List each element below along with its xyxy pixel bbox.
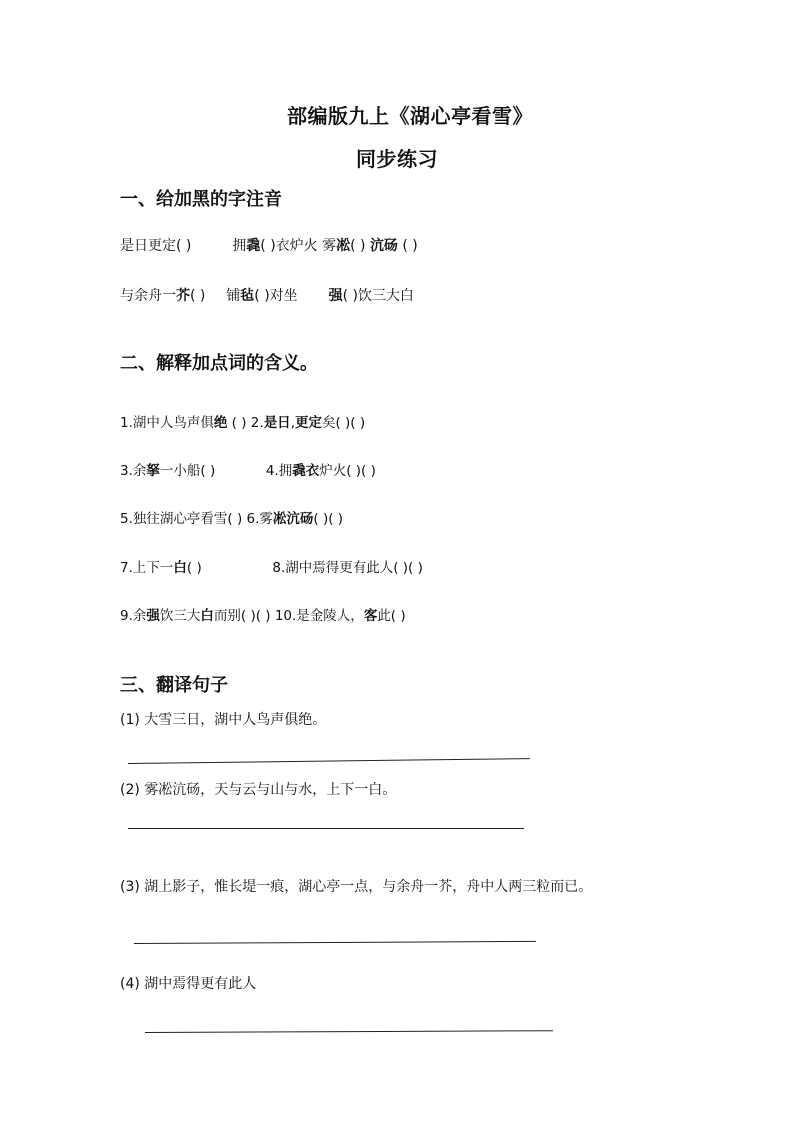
text-seg: 炉火( )( ): [319, 463, 376, 479]
bold-char: 拏: [146, 463, 160, 479]
sentence-2: (2) 雾凇沆砀，天与云与山与水，上下一白。: [120, 782, 397, 798]
answer-blank: ( )衣炉火: [260, 238, 323, 254]
text-seg: ( ) 2.: [227, 415, 264, 431]
bold-char: 毳衣: [292, 463, 320, 479]
answer-line-4[interactable]: [145, 1030, 553, 1033]
bold-char: 凇沆砀: [272, 511, 314, 527]
bold-char: 毡: [240, 288, 255, 304]
text-seg: 8.湖中焉得更有此人( )( ): [272, 560, 423, 576]
pinyin-row-1: [120, 235, 418, 255]
text-seg: 3.余: [120, 463, 147, 479]
text-seg: 而别( )( ) 10.是金陵人，: [213, 608, 364, 624]
bold-char: 客: [363, 608, 378, 624]
answer-line-2[interactable]: [128, 828, 524, 829]
bold-char: 芥: [176, 288, 190, 304]
text-seg: 铺: [226, 288, 241, 304]
answer-blank: ( ): [397, 238, 418, 254]
bold-char: 毳: [246, 238, 261, 254]
answer-line-1[interactable]: [128, 758, 530, 764]
text-seg: 饮三大: [159, 608, 201, 624]
bold-char: 强: [146, 608, 160, 624]
bold-char: 沆砀: [369, 238, 398, 254]
text-seg: 1.湖中人鸟声俱: [120, 415, 214, 431]
text-seg: 此( ): [377, 608, 406, 624]
text-seg: 是日更: [120, 238, 162, 254]
text-seg: 9.余: [120, 608, 147, 624]
item-shi-ri: [120, 238, 196, 254]
meaning-row-3: [120, 507, 343, 527]
section3-heading: 三、翻译句子: [120, 675, 228, 696]
answer-blank: ( ): [190, 288, 206, 304]
text-seg: 一小船( ): [159, 463, 216, 479]
meaning-row-2: [120, 459, 376, 479]
item-yong-cui: [232, 238, 417, 254]
text-seg: 5.独往湖心亭看雪( ) 6.雾: [120, 511, 273, 527]
answer-blank: ( )饮三大白: [342, 288, 414, 304]
text-seg: 雾: [322, 238, 337, 254]
pinyin-row-2: [120, 285, 414, 305]
section1-heading: 一、给加黑的字注音: [120, 189, 282, 210]
bold-char: 更定: [294, 415, 322, 431]
text-seg: 矣( )( ): [321, 415, 366, 431]
text-seg: ( )( ): [313, 511, 344, 527]
answer-blank: ( ): [350, 238, 370, 254]
text-seg: ( ): [186, 560, 202, 576]
text-seg: ,: [290, 415, 295, 431]
text-seg: 7.上下一: [120, 560, 174, 576]
meaning-row-4: [120, 556, 423, 576]
text-seg: 与余舟一: [120, 288, 176, 304]
sentence-3: (3) 湖上影子，惟长堤一痕，湖心亭一点，与余舟一芥，舟中人两三粒而已。: [120, 879, 593, 895]
bold-char: 强: [328, 288, 343, 304]
answer-blank: ( )对坐: [254, 288, 298, 304]
page-subtitle: 同步练习: [356, 147, 438, 171]
bold-char: 白: [200, 608, 214, 624]
bold-char: 白: [173, 560, 187, 576]
meaning-row-1: [120, 411, 365, 431]
answer-line-3[interactable]: [134, 941, 536, 944]
sentence-4: (4) 湖中焉得更有此人: [120, 976, 257, 992]
bold-char: 凇: [336, 238, 351, 254]
bold-char: 绝: [213, 415, 228, 431]
section2-heading: 二、解释加点词的含义。: [120, 353, 318, 374]
meaning-row-5: [120, 604, 406, 624]
sentence-1: (1) 大雪三日，湖中人鸟声俱绝。: [120, 712, 327, 728]
page-title: 部编版九上《湖心亭看雪》: [287, 104, 533, 128]
text-seg: 4.拥: [265, 463, 293, 479]
answer-blank: ( ): [176, 238, 192, 254]
bold-char: 是日: [263, 415, 291, 431]
text-seg: 拥: [232, 238, 247, 254]
text-seg: 定: [162, 238, 176, 254]
